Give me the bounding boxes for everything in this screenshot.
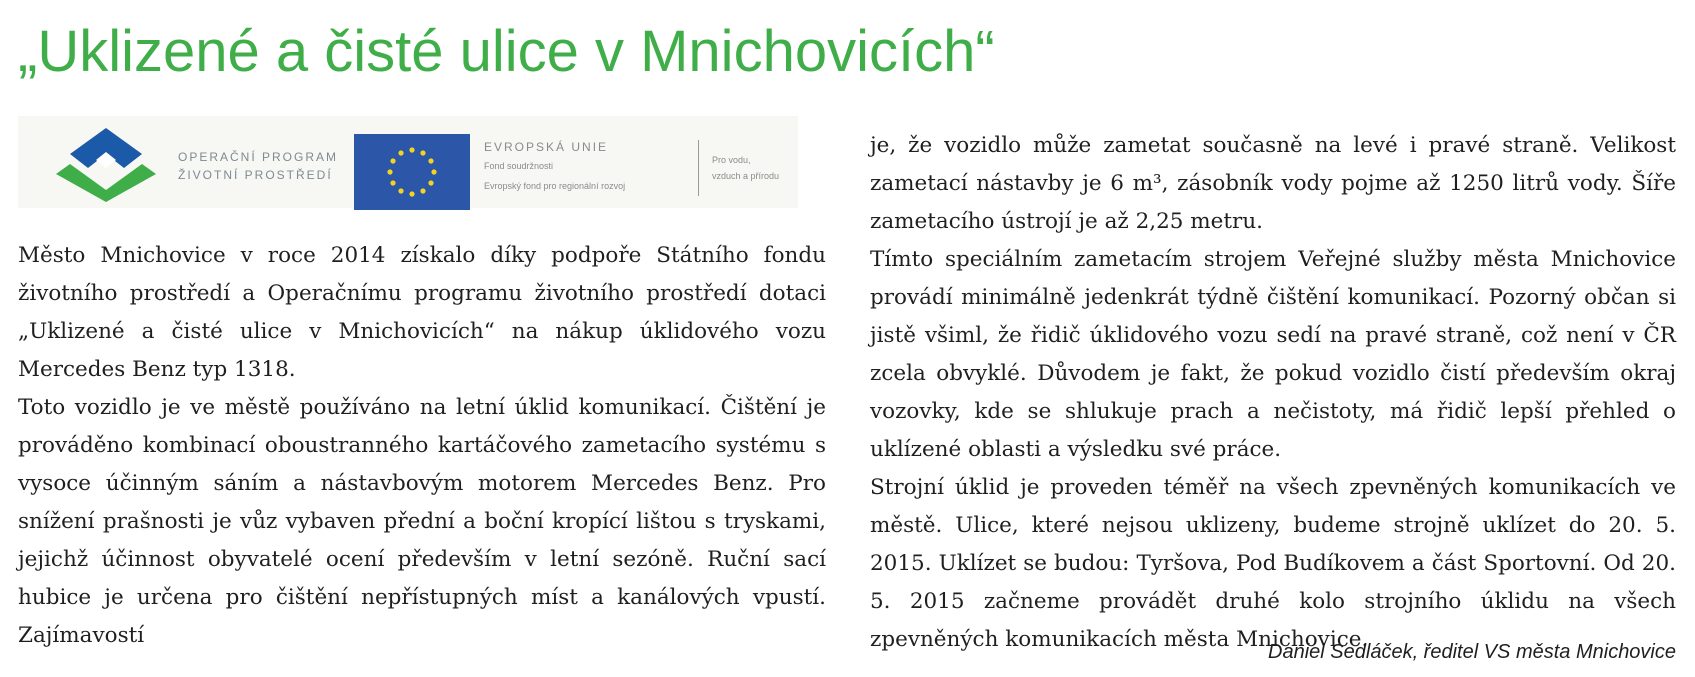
article-paragraph: je, že vozidlo může zametat současně na levé i pravé straně. Velikost zametací nástavby je 6 m³, zásobník vody pojme až 1250 litrů vody. Šíře zametacího ústrojí je až 2,25 metru. bbox=[870, 133, 1676, 234]
article-column-left bbox=[18, 237, 826, 655]
eu-fund-line-1: Fond soudržnosti bbox=[484, 161, 554, 171]
motto-line-2: vzduch a přírodu bbox=[712, 171, 780, 181]
operational-programme-logo-icon bbox=[46, 124, 166, 204]
eu-funding-text bbox=[484, 138, 625, 196]
article-paragraph: Toto vozidlo je ve městě používáno na letní úklid komunikací. Čištění je prováděno kombinací oboustranného kartáčového zametacího systému s vysoce účinným sáním a nástavbovým motorem Mercedes Benz. Pro snížení prašnosti je vůz vybaven přední a boční kropící lištou s tryskami, jejichž účinnost obyvatelé ocení především v letní sezóně. Ruční sací hubice je určena pro čištění nepřístupných míst a kanálových vpustí. Zajímavostí bbox=[18, 395, 826, 648]
article-paragraph: Strojní úklid je proveden téměř na všech zpevněných komunikacích ve městě. Ulice, které nejsou uklizeny, budeme strojně uklízet do 20. 5. 2015. Uklízet se budou: Tyršova, Pod Budíkovem a část Sportovní. Od 20. 5. 2015 začneme provádět druhé kolo strojního úklidu na všech zpevněných komunikacích města Mnichovice. bbox=[870, 475, 1676, 652]
eu-title: EVROPSKÁ UNIE bbox=[484, 140, 609, 154]
article-paragraph: Město Mnichovice v roce 2014 získalo díky podpoře Státního fondu životního prostředí a Operačnímu programu životního prostředí dotaci „Uklizené a čisté ulice v Mnichovicích“ na nákup úklidového vozu Mercedes Benz typ 1318. bbox=[18, 243, 826, 382]
eu-fund-line-2: Evropský fond pro regionální rozvoj bbox=[484, 181, 626, 191]
article-column-right bbox=[870, 127, 1676, 659]
funding-logos-strip bbox=[18, 116, 798, 208]
eu-stars-icon bbox=[354, 134, 470, 210]
programme-motto bbox=[712, 152, 779, 184]
operational-programme-name bbox=[178, 148, 338, 184]
logo-divider bbox=[698, 140, 699, 196]
op-name-line-1: OPERAČNÍ PROGRAM bbox=[178, 150, 339, 164]
article-paragraph: Tímto speciálním zametacím strojem Veřejné služby města Mnichovice provádí minimálně jedenkrát týdně čištění komunikací. Pozorný občan si jistě všiml, že řidič úklidového vozu sedí na pravé straně, což není v ČR zcela obvyklé. Důvodem je fakt, že pokud vozidlo čistí především okraj vozovky, kde se shlukuje prach a nečistoty, má řidič lepší přehled o uklízené oblasti a výsledku své práce. bbox=[870, 247, 1676, 462]
article-headline: „Uklizené a čisté ulice v Mnichovicích“ bbox=[18, 19, 995, 84]
op-name-line-2: ŽIVOTNÍ PROSTŘEDÍ bbox=[178, 168, 333, 182]
article-signature: Daniel Sedláček, ředitel VS města Mnichovice bbox=[1268, 641, 1676, 663]
motto-line-1: Pro vodu, bbox=[712, 155, 751, 165]
eu-flag-icon bbox=[354, 134, 470, 210]
